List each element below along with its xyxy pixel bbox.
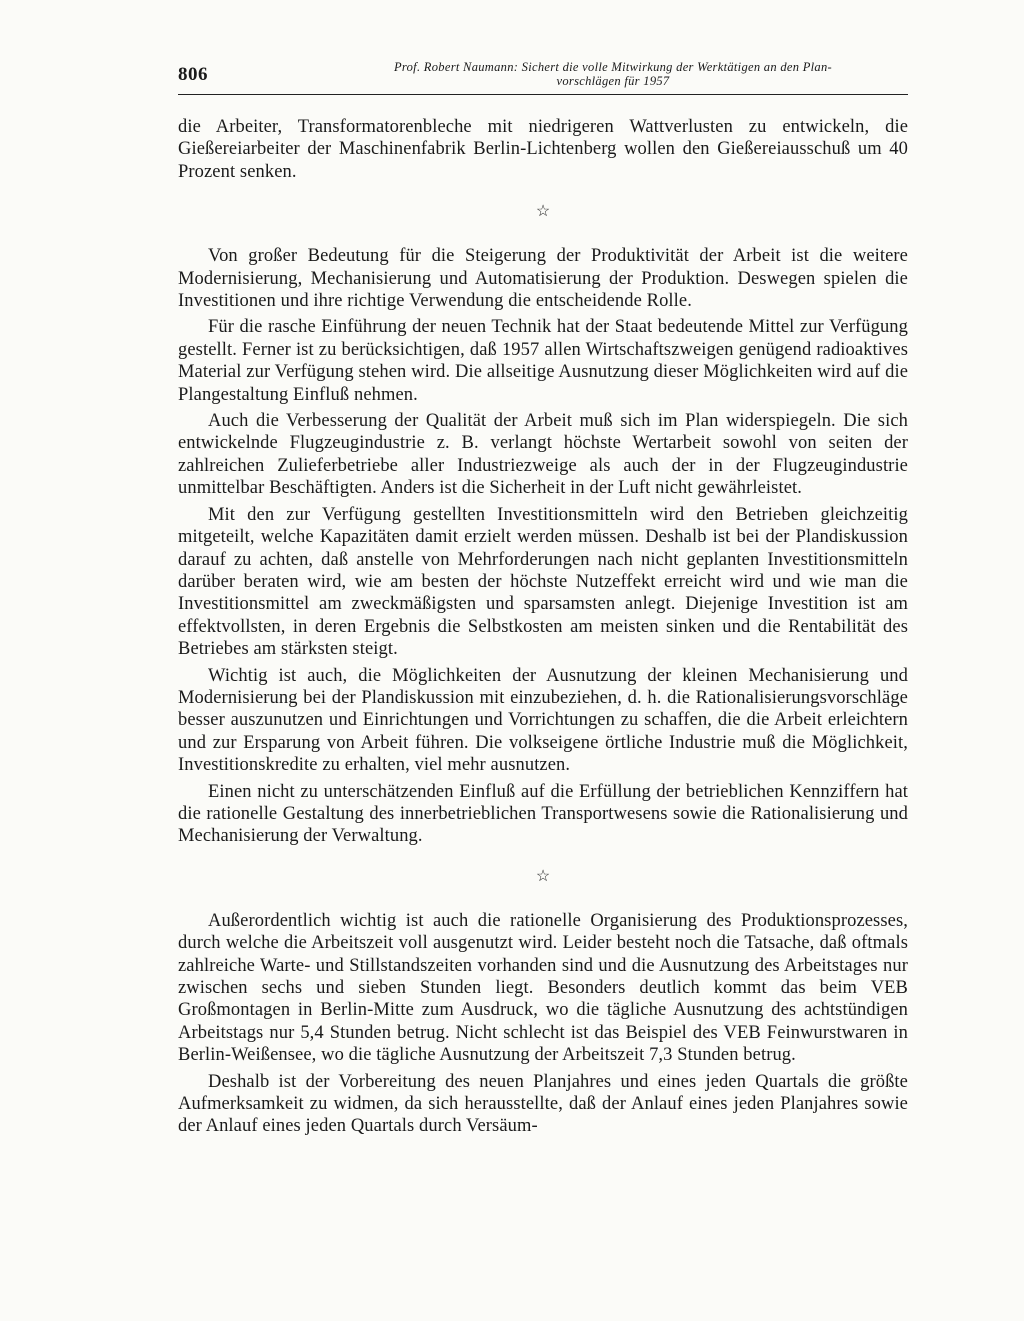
running-head-line-2: vorschlägen für 1957 [556,74,670,88]
paragraph: Deshalb ist der Vorbereitung des neuen Planjahres und eines jeden Quartals die größte Aufmerksamkeit zu widmen, da sich herausstellte, daß der Anlauf eines jeden Planjahres sowie der Anlauf eines jeden Quartals durch Versäum- [178,1071,908,1137]
paragraph: Außerordentlich wichtig ist auch die rationelle Organisierung des Produktionsprozesses, durch welche die Arbeitszeit voll ausgenutzt wird. Leider besteht noch die Tatsache, daß oftmals zahlreiche Warte- und Stillstandszeiten vorhanden sind und die Ausnutzung des Arbeitstages nur zwischen sechs und sieben Stunden liegt. Besonders deutlich kommt das beim VEB Großmontagen in Berlin-Mitte zum Ausdruck, wo die tägliche Ausnutzung des achtstündigen Arbeitstags nur 5,4 Stunden betrug. Nicht schlecht ist das Beispiel des VEB Feinwurstwaren in Berlin-Weißensee, wo die tägliche Ausnutzung der Arbeitszeit 7,3 Stunden betrug. [178,910,908,1066]
paragraph: Einen nicht zu unterschätzenden Einfluß auf die Erfüllung der betrieblichen Kennziffern hat die rationelle Gestaltung des innerbetrieblichen Transportwesens sowie die Rationalisierung und Mechanisierung der Verwaltung. [178,781,908,847]
page-number: 806 [178,64,208,85]
page-header [178,60,908,95]
running-head [318,60,908,88]
paragraph-continuation: die Arbeiter, Transformatorenbleche mit niedrigeren Wattverlusten zu entwickeln, die Gießereiarbeiter der Maschinenfabrik Berlin-Lichtenberg wollen den Gießereiausschuß um 40 Prozent senken. [178,117,908,182]
body-text [178,116,908,1138]
paragraph: Auch die Verbesserung der Qualität der Arbeit muß sich im Plan widerspiegeln. Die sich entwickelnde Flugzeugindustrie z. B. verlangt höchste Wertarbeit sowohl von seiten der zahlreichen Zulieferbetriebe aller Industriezweige als auch der in der Flugzeugindustrie unmittelbar Beschäftigten. Anders ist die Sicherheit in der Luft nicht gewährleistet. [178,411,908,499]
running-head-line-1: Prof. Robert Naumann: Sichert die volle Mitwirkung der Werktätigen an den Plan- [394,60,832,74]
paragraph: Mit den zur Verfügung gestellten Investitionsmitteln wird den Betrieben gleichzeitig mitgeteilt, welche Kapazitäten damit erzielt werden müssen. Deshalb ist bei der Plandiskussion darauf zu achten, daß anstelle von Mehrforderungen nach nicht geplanten Investitionsmitteln darüber beraten wird, wie am besten der höchste Nutzeffekt erreicht wird und wie man die Investitionsmittel am zweckmäßigsten und sparsamsten anlegt. Diejenige Investition ist am effektvollsten, in deren Ergebnis die Selbstkosten am meisten sinken und die Rentabilität des Betriebes am stärksten steigt. [178,504,908,660]
paragraph: Für die rasche Einführung der neuen Technik hat der Staat bedeutende Mittel zur Verfügung gestellt. Ferner ist zu berücksichtigen, daß 1957 allen Wirtschaftszweigen genügend radioaktives Material zur Verfügung stehen wird. Die allseitige Ausnutzung dieser Möglichkeiten wird auf die Plangestaltung Einfluß nehmen. [178,317,908,405]
section-separator-star: ☆ [535,203,551,221]
section-separator-star: ☆ [535,867,551,885]
paragraph: Von großer Bedeutung für die Steigerung der Produktivität der Arbeit ist die weitere Modernisierung, Mechanisierung und Automatisierung der Produktion. Deswegen spielen die Investitionen und ihre richtige Verwendung die entscheidende Rolle. [178,246,908,312]
paragraph: Wichtig ist auch, die Möglichkeiten der Ausnutzung der kleinen Mechanisierung und Modernisierung bei der Plandiskussion mit einzubeziehen, d. h. die Rationalisierungsvorschläge besser auszunutzen und Einrichtungen und Vorrichtungen zu schaffen, die die Arbeit erleichtern und zur Ersparung von Arbeit führen. Die volkseigene örtliche Industrie muß die Möglichkeit, Investitionskredite zu erhalten, viel mehr ausnutzen. [178,665,908,776]
